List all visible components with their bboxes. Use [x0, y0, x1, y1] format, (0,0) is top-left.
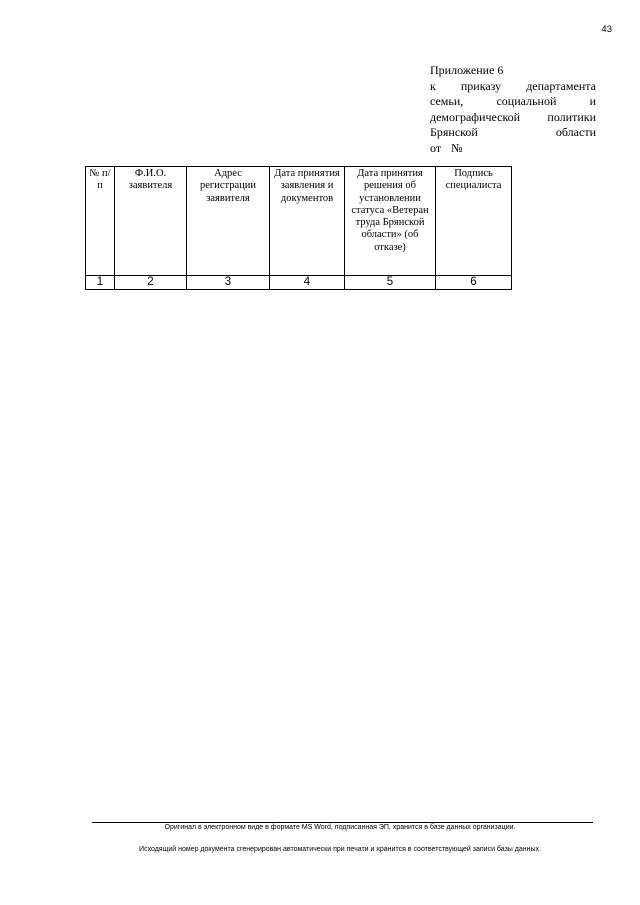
appendix-word: и [589, 94, 596, 108]
appendix-word: области [555, 125, 596, 139]
appendix-date-line [430, 141, 596, 157]
footer-divider [92, 822, 593, 823]
appendix-word: семьи, [430, 94, 464, 108]
appendix-word: политики [547, 109, 596, 124]
appendix-word: демографической [430, 109, 521, 124]
appendix-word: Брянской [430, 125, 478, 139]
appendix-line [430, 110, 596, 126]
appendix-line [430, 79, 596, 95]
appendix-word: к [430, 78, 436, 93]
appendix-word: приказу [460, 78, 502, 93]
number-label: № [451, 140, 463, 155]
column-number-cell: 6 [436, 276, 512, 290]
register-table [85, 166, 512, 290]
column-number-cell: 5 [345, 276, 436, 290]
page-number: 43 [601, 24, 612, 35]
column-number-cell: 2 [115, 276, 187, 290]
table-header-row [86, 167, 512, 276]
column-number-cell: 3 [187, 276, 270, 290]
header-specialist-signature: Подпись специалиста [436, 167, 512, 276]
appendix-line [430, 94, 596, 110]
footer-number-note: Исходящий номер документа сгенерирован автоматически при печати и хранится в соответствующей записи базы данных. [139, 846, 541, 853]
appendix-word: социальной [496, 94, 557, 108]
header-decision-date: Дата принятия решения об установлении статуса «Ветеран труда Брянской области» (об отказе) [345, 167, 436, 276]
table-row [86, 276, 512, 290]
date-label: от [430, 140, 442, 155]
column-number-cell: 1 [86, 276, 115, 290]
column-number-cell: 4 [270, 276, 345, 290]
header-applicant-name: Ф.И.О. заявителя [115, 167, 187, 276]
header-registration-address: Адрес регистрации заявителя [187, 167, 270, 276]
appendix-header [430, 63, 596, 156]
header-application-date: Дата принятия заявления и документов [270, 167, 345, 276]
appendix-word: департамента [526, 78, 596, 93]
header-row-number: № п/п [86, 167, 115, 276]
appendix-title: Приложение 6 [430, 63, 504, 77]
footer-original-note: Оригинал в электронном виде в формате MS Word, подписанная ЭП, хранится в базе данных организации. [164, 824, 516, 831]
appendix-line [430, 125, 596, 141]
